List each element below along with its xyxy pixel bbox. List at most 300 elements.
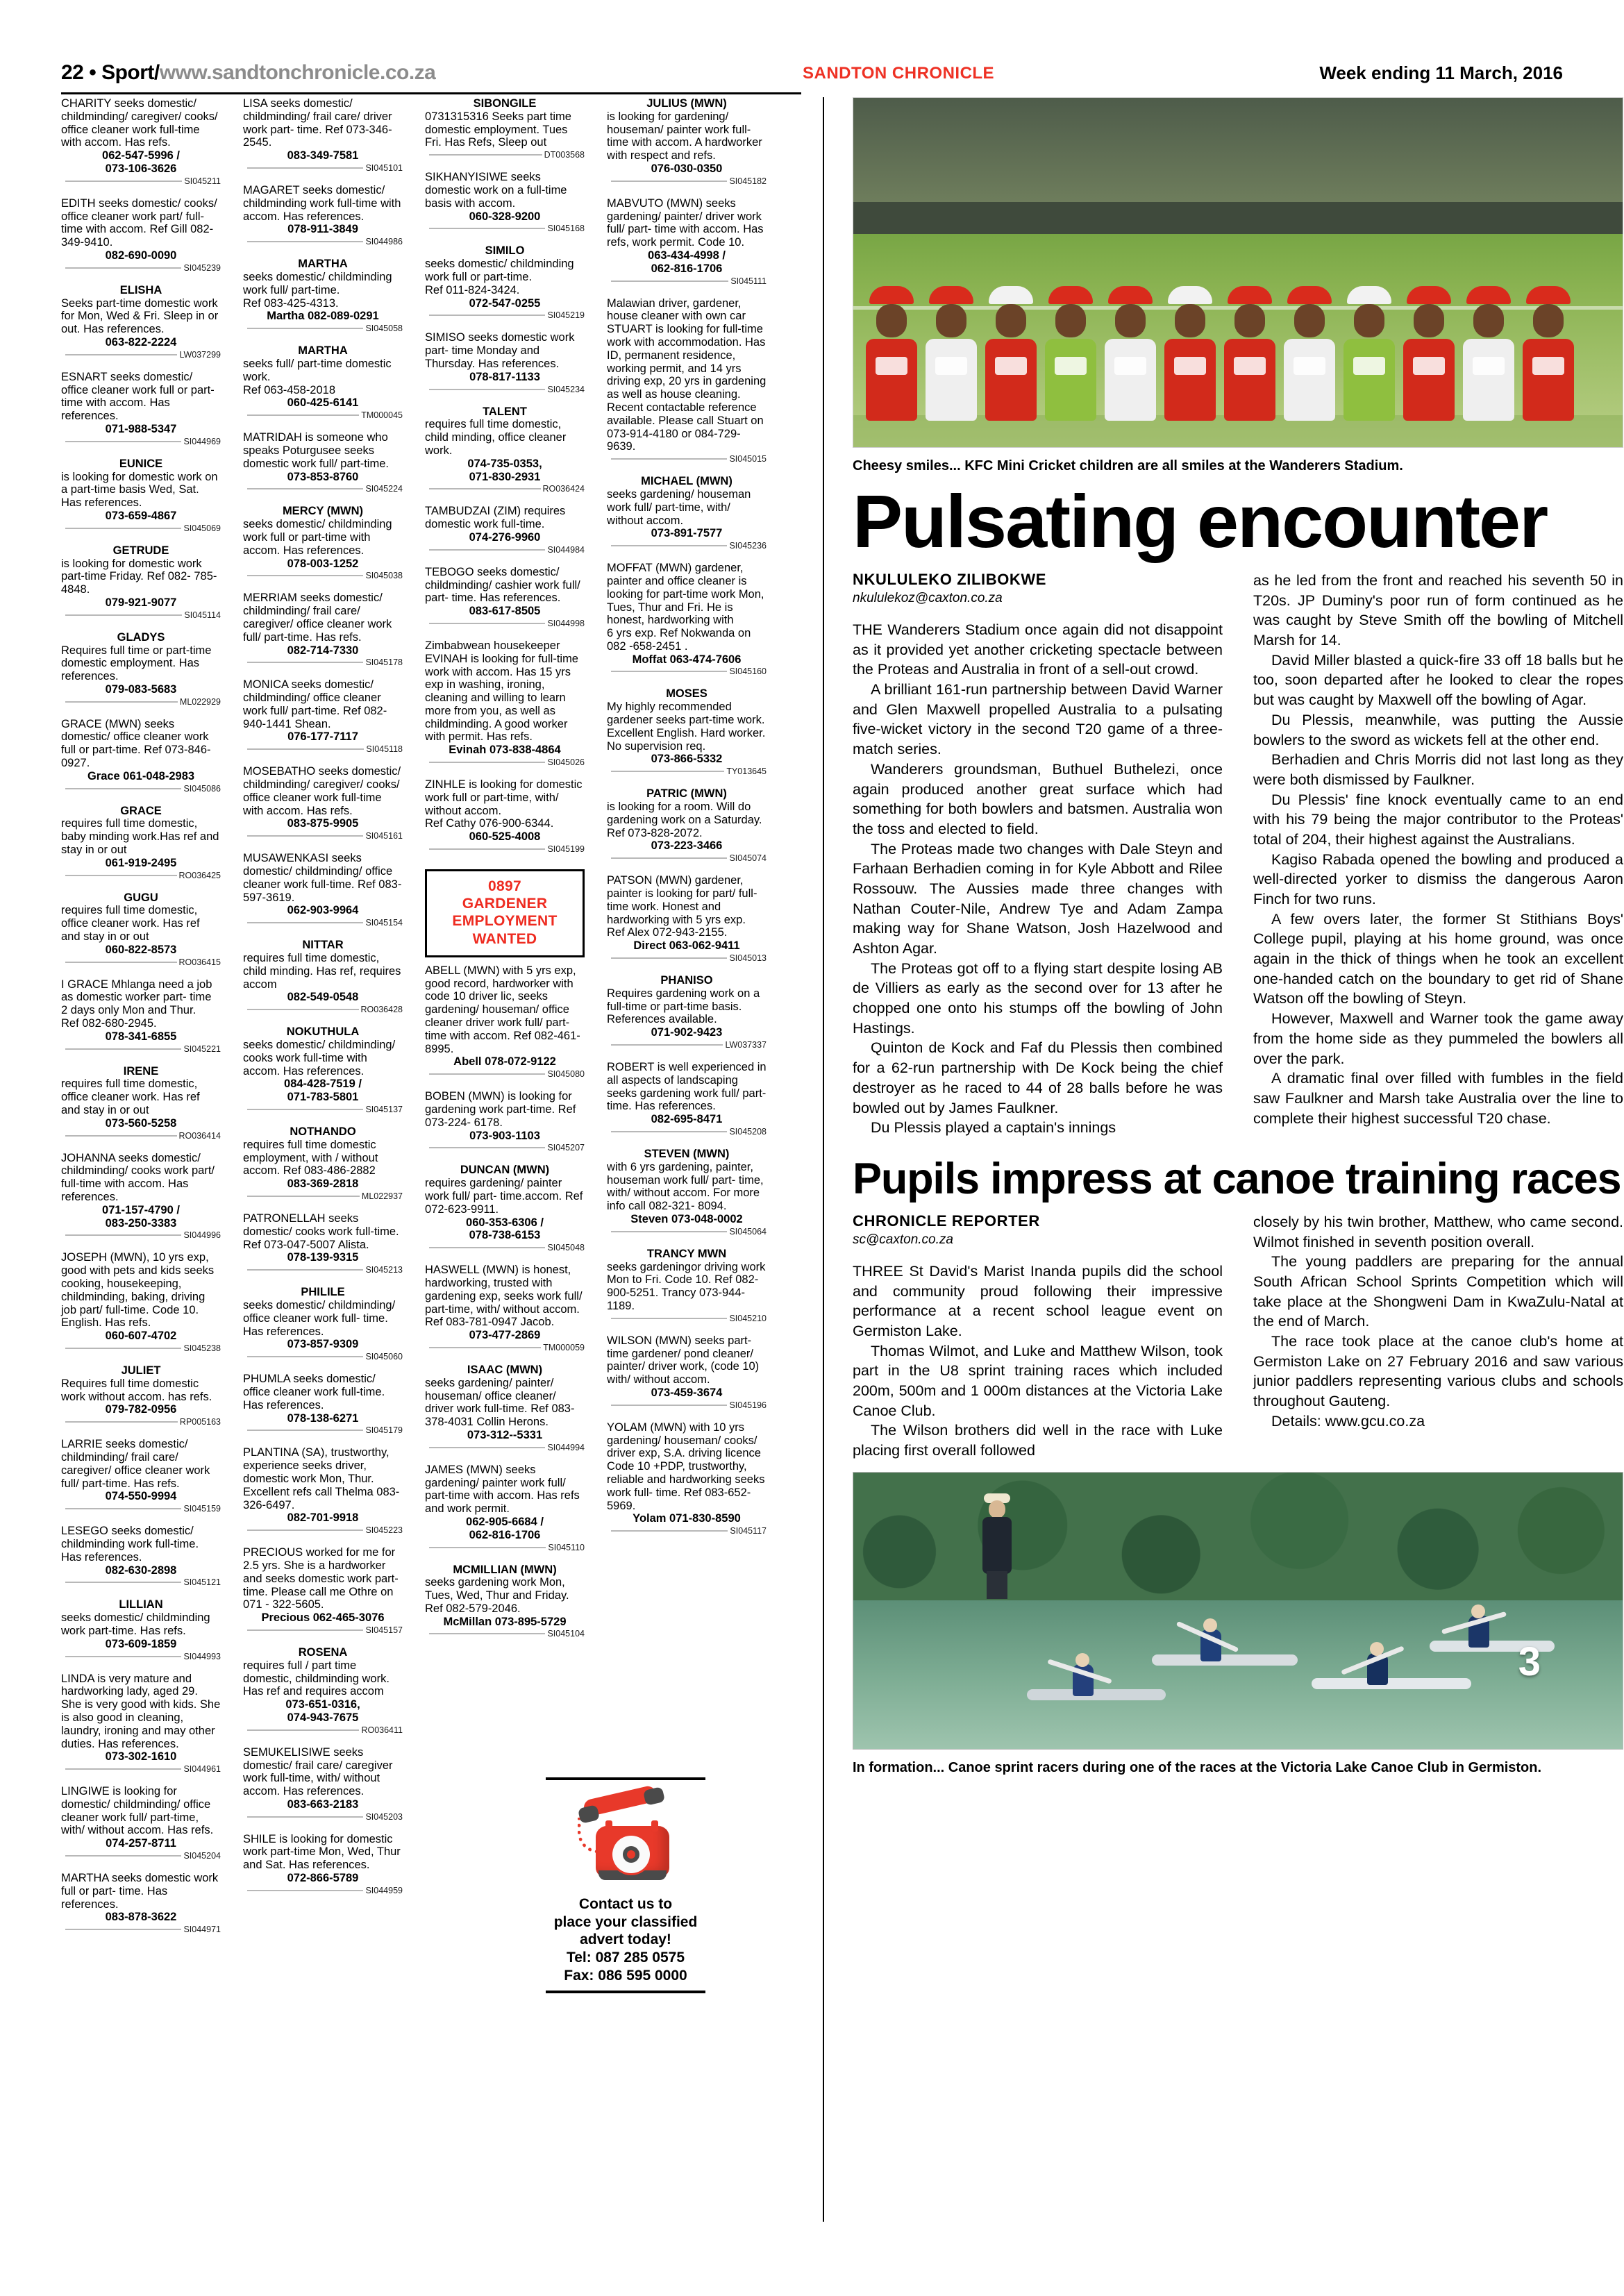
ad-spacer <box>243 1116 403 1125</box>
classified-ad-phone[interactable]: 082-701-9918 <box>287 1511 359 1525</box>
classified-ad-body: PATRONELLAH seeks domestic/ cooks work full-time. Ref 073-047-5007 Alista. <box>243 1212 399 1251</box>
classified-ad <box>425 171 585 244</box>
classified-ad-phone[interactable]: 082-690-0090 <box>105 249 177 262</box>
ad-spacer <box>61 709 221 718</box>
ad-spacer <box>243 669 403 678</box>
classified-ad <box>243 1833 403 1907</box>
classified-ad-phone[interactable]: 073-651-0316, 074-943-7675 <box>285 1698 360 1724</box>
classified-ad-reference: SI044986 <box>363 237 403 246</box>
classified-ad-phone[interactable]: 060-425-6141 <box>287 396 359 410</box>
ad-spacer <box>61 1355 221 1364</box>
classified-ad-phone[interactable]: 073-477-2869 <box>469 1329 541 1342</box>
classified-ad-reference: DT003568 <box>542 150 585 160</box>
classified-ad <box>425 778 585 865</box>
cricket-paragraph: A brilliant 161-run partnership between David Warner and Glen Maxwell propelled Australia to a pulsating five-wicket victory in the second T20 game of a three-match series. <box>853 681 1223 758</box>
classified-ad-reference: SI045179 <box>363 1425 403 1435</box>
classified-ad-rule <box>607 455 767 466</box>
classified-ad-rule <box>61 1852 221 1863</box>
ad-spacer <box>425 557 585 566</box>
classified-ad-phone[interactable]: 078-138-6271 <box>287 1411 359 1425</box>
classified-ad-phone[interactable]: 084-428-7519 / 071-783-5801 <box>284 1078 362 1104</box>
cricket-headline: Pulsating encounter <box>853 479 1548 564</box>
classified-ad-phone[interactable]: 073-302-1610 <box>105 1750 177 1763</box>
classified-ad-phone[interactable]: 074-276-9960 <box>469 530 541 544</box>
classified-ad-rule <box>61 1132 221 1143</box>
classified-ad-rule <box>425 1629 585 1641</box>
classified-contact-advert[interactable] <box>546 1777 705 1993</box>
cricket-byline-email[interactable]: nkululekoz@caxton.co.za <box>853 591 1003 606</box>
classified-ad <box>243 765 403 852</box>
classified-ad-rule <box>243 1526 403 1537</box>
classified-ad-body: 0731315316 Seeks part time domestic employment. Tues Fri. Has Refs, Sleep out <box>425 110 571 149</box>
ad-spacer <box>243 756 403 765</box>
classified-ad-phone[interactable]: 060-607-4702 <box>105 1330 177 1343</box>
cricket-paragraph: The Proteas made two changes with Dale Steyn and Farhaan Berhadien coming in for Kyle Abbott and Rilee Rossouw. The Aussies made three changes with Nathan Couter-Nile, Andrew Tye and Adam Zampa making way for Shane Watson, Josh Hazelwood and Ashton Agar. <box>853 840 1223 957</box>
classified-ad <box>61 1673 221 1786</box>
classified-ad-rule <box>425 845 585 856</box>
classified-ad-phone[interactable]: 060-328-9200 <box>469 210 541 223</box>
ad-spacer <box>425 1155 585 1164</box>
classified-ad-reference: SI045219 <box>545 310 585 320</box>
classified-ad-phone[interactable]: 073-903-1103 <box>469 1129 540 1142</box>
classified-ad-body: PRECIOUS worked for me for 2.5 yrs. She is a hardworker and seeks domestic work part-time. Please call me Othre on 071 - 322-5605. <box>243 1546 399 1611</box>
ad-spacer <box>61 882 221 891</box>
cricket-paragraph: A dramatic final over filled with fumbles in the field saw Faulkner and Marsh take Australia over the line to complete their highest successful T20 chase. <box>1253 1070 1623 1127</box>
classified-ad <box>425 1090 585 1164</box>
classified-ad-body: seeks domestic/ childminding work full/ part-time. Ref 083-425-4313. <box>243 270 392 310</box>
ad-spacer <box>61 1516 221 1525</box>
cricket-paragraph: A few overs later, the former St Stithians Boys' College pupil, playing at his home ground, was once again in the thick of things when he took an excellent one-handed catch on the boundary to get rid of Shane Watson off the bowling of Steyn. <box>1253 910 1623 1007</box>
ad-spacer <box>61 362 221 371</box>
classified-ad-phone[interactable]: 083-875-9905 <box>287 817 359 830</box>
classified-ad-reference: SI045086 <box>181 784 221 794</box>
classified-ad-body: MABVUTO (MWN) seeks gardening/ painter/ driver work full/ part- time with accom. Has refs, work permit. Code 10. <box>607 196 764 249</box>
classified-ad-reference: SI045110 <box>546 1543 585 1552</box>
classified-ad-phone[interactable]: Steven 073-048-0002 <box>630 1212 743 1225</box>
classified-ad-phone[interactable]: 074-257-8711 <box>106 1837 176 1850</box>
classified-ad-rule <box>607 177 767 188</box>
classified-ad-reference: SI045104 <box>545 1629 585 1639</box>
classified-ad-reference: SI045101 <box>363 163 403 173</box>
classified-ad-phone[interactable]: 083-349-7581 <box>287 149 359 162</box>
classified-ad-rule <box>61 611 221 622</box>
gardener-box-line-4: WANTED <box>472 930 537 947</box>
classified-ad-phone[interactable]: 079-782-0956 <box>105 1403 177 1416</box>
classified-ad-body: Zimbabwean housekeeper EVINAH is looking for full-time work with accom. Has 15 yrs exp in washing, ironing, cleaning and willing to learn more from you, as well as childminding. A good worker with permit. Has refs. <box>425 639 578 744</box>
classified-ad-rule <box>607 1128 767 1139</box>
ad-spacer <box>425 162 585 171</box>
classified-ad-name: MARTHA <box>298 258 348 271</box>
classified-ad-reference: SI045137 <box>363 1105 403 1114</box>
classified-ad-rule <box>243 237 403 249</box>
ad-spacer <box>243 1897 403 1907</box>
classified-ad-phone[interactable]: 071-157-4790 / 083-250-3383 <box>102 1203 180 1230</box>
cricket-paragraph: THE Wanderers Stadium once again did not disappoint as it provided yet another cricketing spectacle between the Proteas and Australia in front of a sell-out crowd. <box>853 621 1223 678</box>
classified-ad-reference: LW037337 <box>723 1040 767 1050</box>
classified-ad-reference: SI045074 <box>727 853 767 863</box>
classified-ad-body: is looking for gardening/ houseman/ painter work full- time with accom. A hardworker with respect and refs. <box>607 110 762 162</box>
classified-ad-reference: SI045210 <box>727 1314 767 1323</box>
page-number-and-section: 22 • Sport <box>61 61 154 84</box>
classified-ad-rule <box>425 1543 585 1555</box>
classified-ad-phone[interactable]: 078-817-1133 <box>469 370 540 383</box>
classified-ad <box>243 1373 403 1446</box>
classified-ad <box>607 1421 767 1547</box>
classified-ad-rule <box>243 1813 403 1824</box>
classified-ad-name: GUGU <box>124 891 158 904</box>
classified-ad-reference: SI045026 <box>545 757 585 767</box>
classified-ad <box>61 805 221 891</box>
classified-ad-phone[interactable]: 073-891-7577 <box>651 527 723 540</box>
classified-ad-name: ROSENA <box>298 1645 348 1659</box>
canoe-paragraph: Details: www.gcu.co.za <box>1271 1412 1425 1430</box>
canoe-photo <box>853 1472 1623 1750</box>
classified-ad-rule <box>61 1045 221 1056</box>
classified-ad <box>243 1212 403 1286</box>
classified-ad <box>61 371 221 458</box>
classified-ad-phone[interactable]: 083-878-3622 <box>105 1911 177 1924</box>
classified-ad-reference: SI045159 <box>181 1504 221 1514</box>
classified-ad-name: GETRUDE <box>112 544 169 557</box>
classified-ad-phone[interactable]: 073-857-9309 <box>287 1338 359 1351</box>
cricket-byline: NKULULEKO ZILIBOKWE <box>853 571 1047 589</box>
classified-ad-rule <box>243 1005 403 1016</box>
classified-ad-phone[interactable]: 082-630-2898 <box>105 1564 177 1577</box>
classified-ad-body: BOBEN (MWN) is looking for gardening work part-time. Ref 073-224- 6178. <box>425 1090 576 1129</box>
classified-ad-rule <box>607 1227 767 1239</box>
classified-ad-body: seeks gardeningor driving work Mon to Fri. Code 10. Ref 082-900-5251. Trancy 073-944- 1189. <box>607 1260 766 1312</box>
classified-ad-body: MERRIAM seeks domestic/ childminding/ frail care/ caregiver/ office cleaner work full/ part-time. Has refs. <box>243 592 392 644</box>
ad-spacer <box>425 856 585 865</box>
classified-ad-phone[interactable]: 063-434-4998 / 062-816-1706 <box>648 249 726 275</box>
classified-ad-phone[interactable]: 076-030-0350 <box>651 162 723 175</box>
classified-ad-rule <box>425 758 585 769</box>
classified-ad-name: DUNCAN (MWN) <box>460 1164 550 1177</box>
classified-ad-phone[interactable]: 082-549-0548 <box>287 991 359 1004</box>
classified-ad-reference: SI045058 <box>363 324 403 333</box>
classified-ad-reference: SI045204 <box>181 1851 221 1861</box>
classified-ad-phone[interactable]: 073-853-8760 <box>287 470 359 483</box>
classified-ad-phone[interactable]: 073-609-1859 <box>105 1637 177 1650</box>
classified-ad-reference: SI045223 <box>363 1525 403 1535</box>
ad-spacer <box>243 1637 403 1646</box>
classified-ad-rule <box>61 177 221 188</box>
classified-ad-phone[interactable]: 073-560-5258 <box>105 1116 177 1130</box>
classified-ad <box>243 97 403 184</box>
classified-ad-phone[interactable]: 062-905-6684 / 062-816-1706 <box>466 1515 544 1541</box>
classified-ad-reference: SI045015 <box>727 454 767 464</box>
classified-ad-rule <box>607 1401 767 1412</box>
classified-ad-phone[interactable]: 078-341-6855 <box>105 1030 177 1043</box>
canoe-column-left <box>853 1212 1223 1461</box>
classified-ad-body: Requires full time domestic work without accom. has refs. <box>61 1377 212 1403</box>
classified-ad <box>425 405 585 505</box>
classified-ad-reference: SI045157 <box>363 1625 403 1635</box>
classified-ad <box>243 852 403 939</box>
page-masthead <box>61 61 1563 90</box>
classified-ad <box>61 978 221 1065</box>
classified-ad <box>243 258 403 344</box>
classified-ad-body: SIMISO seeks domestic work part- time Monday and Thursday. Has references. <box>425 331 575 370</box>
classified-ad-body: SHILE is looking for domestic work part-time Mon, Wed, Thur and Sat. Has references. <box>243 1832 401 1872</box>
classified-ad <box>425 639 585 778</box>
classified-ad <box>243 1025 403 1125</box>
classified-ad <box>425 1164 585 1264</box>
ad-spacer <box>243 1277 403 1286</box>
ad-spacer <box>243 930 403 939</box>
advert-telephone: Tel: 087 285 0575 <box>566 1949 685 1966</box>
classified-ad-name: MICHAEL (MWN) <box>641 475 733 488</box>
classified-ad-phone[interactable]: Abell 078-072-9122 <box>453 1055 556 1069</box>
classified-ad <box>61 1785 221 1872</box>
classified-ad-rule <box>243 164 403 175</box>
classified-ad-rule <box>607 854 767 865</box>
classified-ad-phone[interactable]: 082-714-7330 <box>287 644 359 657</box>
classified-ad-reference: RP005163 <box>178 1417 221 1427</box>
canoe-photo-number: 3 <box>1518 1639 1541 1684</box>
classified-ad-reference: RO036411 <box>359 1725 403 1735</box>
ad-spacer <box>607 1239 767 1248</box>
classified-ad-phone[interactable]: 071-902-9423 <box>651 1026 723 1039</box>
cricket-paragraph: Du Plessis played a captain's innings <box>871 1119 1116 1137</box>
classified-ad-phone[interactable]: 079-083-5683 <box>105 682 177 696</box>
classified-ad <box>607 1248 767 1334</box>
classified-ad <box>243 1125 403 1212</box>
classified-ad-reference: SI045111 <box>728 276 767 286</box>
classified-ad <box>61 1364 221 1438</box>
classified-ad-reference: SI045114 <box>182 610 221 620</box>
classified-ad-reference: SI044969 <box>181 437 221 446</box>
classified-ad-phone[interactable]: Grace 061-048-2983 <box>87 769 195 782</box>
classified-ad-rule <box>425 485 585 496</box>
classified-ad-name: MCMILLIAN (MWN) <box>453 1563 557 1576</box>
gardener-employment-box <box>425 869 585 957</box>
classified-ad-body: MAGARET seeks domestic/ childminding work full-time with accom. Has references. <box>243 183 401 223</box>
classified-ad-rule <box>243 411 403 422</box>
classified-ad <box>425 1364 585 1464</box>
classified-ad-rule <box>243 1886 403 1897</box>
classified-ad-body: TAMBUDZAI (ZIM) requires domestic work full-time. <box>425 505 566 531</box>
classified-ad-body: JAMES (MWN) seeks gardening/ painter work full/ part-time with accom. Has refs and work permit. <box>425 1463 580 1516</box>
classified-ad-phone[interactable]: 061-919-2495 <box>105 856 177 869</box>
classified-ad-rule <box>425 311 585 322</box>
classified-ad-phone[interactable]: McMillan 073-895-5729 <box>443 1615 567 1628</box>
ad-spacer <box>243 335 403 344</box>
cricket-paragraph: David Miller blasted a quick-fire 33 off 18 balls but he too, soon departed after he looked to clear the ropes but was caught by Maxwell off the bowling of Agar. <box>1253 651 1623 709</box>
classified-ad-rule <box>607 1527 767 1538</box>
classified-ad-reference: RO036428 <box>359 1005 403 1014</box>
classified-ad-rule <box>243 1352 403 1364</box>
classified-ad-rule <box>61 1505 221 1516</box>
classified-ad-rule <box>243 324 403 335</box>
advert-line-2: place your classified <box>553 1913 698 1930</box>
classified-ad <box>61 197 221 284</box>
classified-ad-phone[interactable]: 073-866-5332 <box>651 753 723 766</box>
classified-ad-phone[interactable]: 078-003-1252 <box>287 557 359 570</box>
classified-ad-reference: TY013645 <box>724 766 767 776</box>
classified-ad-phone[interactable]: 074-735-0353, 071-830-2931 <box>467 457 542 483</box>
classified-ad-body: JOSEPH (MWN), 10 yrs exp, good with pets and kids seeks cooking, housekeeping, childminding, baking, driving job part/ full-time. Code 10. English. Has refs. <box>61 1251 215 1330</box>
ad-spacer <box>425 496 585 505</box>
classified-ad <box>607 297 767 476</box>
classified-ad <box>61 97 221 197</box>
classified-ad-phone[interactable]: 062-903-9964 <box>287 904 359 917</box>
ad-spacer <box>607 1325 767 1334</box>
classified-ad-body: PHUMLA seeks domestic/ office cleaner work full-time. Has references. <box>243 1373 385 1411</box>
classified-ad <box>61 1065 221 1152</box>
cricket-column-left <box>853 571 1223 1138</box>
ad-spacer <box>607 1412 767 1421</box>
ad-spacer <box>61 1056 221 1065</box>
classified-ad-phone[interactable]: 073-659-4867 <box>105 509 177 522</box>
classified-ad-name: NOTHANDO <box>290 1125 356 1139</box>
classified-ad-body: requires full time domestic employment, with / without accom. Ref 083-486-2882 <box>243 1138 378 1178</box>
classified-ad-phone[interactable]: 073-459-3674 <box>651 1386 723 1399</box>
ad-spacer <box>61 1936 221 1945</box>
classified-ad-rule <box>61 1231 221 1242</box>
classified-ad-phone[interactable]: 074-550-9994 <box>105 1490 177 1503</box>
classified-ad-phone[interactable]: Yolam 071-830-8590 <box>633 1512 741 1525</box>
classified-ad-phone[interactable]: 076-177-7117 <box>287 730 358 744</box>
ad-spacer <box>425 1641 585 1650</box>
classified-ad-reference: TM000045 <box>359 410 403 420</box>
classified-ad-phone[interactable]: Evinah 073-838-4864 <box>449 744 561 757</box>
classified-ad-rule <box>243 1726 403 1737</box>
classified-ad-phone[interactable]: 082-695-8471 <box>651 1113 723 1126</box>
advert-fax: Fax: 086 595 0000 <box>564 1968 687 1984</box>
classified-ad-body: seeks domestic/ childminding work full or part-time. Ref 011-824-3424. <box>425 258 574 296</box>
classified-ad-phone[interactable]: 063-822-2224 <box>105 335 177 349</box>
cricket-paragraph: Berhadien and Chris Morris did not last long as they were both dismissed by Faulkner. <box>1253 751 1623 788</box>
ad-spacer <box>243 422 403 431</box>
classified-ad-name: ISAAC (MWN) <box>467 1363 543 1376</box>
classified-ad-rule <box>243 832 403 843</box>
classified-ad-phone[interactable]: 083-369-2818 <box>287 1178 359 1191</box>
classified-ad-body: LISA seeks domestic/ childminding/ frail care/ driver work part- time. Ref 073-346-2545. <box>243 97 392 149</box>
classified-ad-reference: SI044996 <box>181 1230 221 1240</box>
classified-ad-phone[interactable]: 083-663-2183 <box>287 1798 359 1811</box>
classified-ad <box>243 1546 403 1646</box>
ad-spacer <box>425 322 585 331</box>
classified-ad-rule <box>61 698 221 709</box>
classified-ad-reference: SI045060 <box>363 1352 403 1361</box>
classified-ad-rule <box>425 385 585 396</box>
classified-ad-body: LESEGO seeks domestic/ childminding work full-time. Has references. <box>61 1525 199 1564</box>
classified-ad <box>425 244 585 331</box>
classified-ad-phone[interactable]: 078-911-3849 <box>287 223 358 236</box>
classified-ad-reference: SI045154 <box>363 918 403 928</box>
classified-ad <box>61 284 221 371</box>
ad-spacer <box>61 449 221 458</box>
classified-ad-body: MONICA seeks domestic/ childminding/ office cleaner work full/ part-time. Ref 082-940-1441 Shean. <box>243 678 387 730</box>
canoe-story <box>853 1212 1623 1461</box>
classified-column-3 <box>425 97 585 1650</box>
classified-ad-phone[interactable]: 062-547-5996 / 073-106-3626 <box>102 149 180 175</box>
classified-ad-name: NITTAR <box>302 939 344 952</box>
ad-spacer <box>243 1437 403 1446</box>
classified-ad-name: NOKUTHULA <box>286 1025 360 1039</box>
classified-ad-reference: RO036424 <box>541 484 585 494</box>
classified-ad-phone[interactable]: 072-866-5789 <box>287 1872 359 1885</box>
classified-ad-rule <box>425 1443 585 1455</box>
classified-ad <box>607 97 767 197</box>
classified-ad <box>425 505 585 565</box>
canoe-paragraph: The race took place at the canoe club's home at Germiston Lake on 27 February 2016 and saw various junior paddlers representing various clubs and schools throughout Gauteng. <box>1253 1333 1623 1410</box>
classified-ad-body: WILSON (MWN) seeks part-time gardener/ pond cleaner/ painter/ driver work, (code 10) with/ without accom. <box>607 1334 760 1386</box>
classified-ad-phone[interactable]: 072-547-0255 <box>469 296 541 310</box>
classified-ad-phone[interactable]: Martha 082-089-0291 <box>267 310 379 323</box>
classified-ad-reference: SI045118 <box>364 744 403 754</box>
classified-ad-reference: SI045121 <box>181 1577 221 1587</box>
classified-ad-body: LINDA is very mature and hardworking lady, aged 29. She is very good with kids. She is also good in cleaning, laundry, ironing and may other duties. Has references. <box>61 1672 221 1750</box>
classified-ad-reference: LW037299 <box>177 350 221 360</box>
ad-spacer <box>243 249 403 258</box>
classified-ad-rule <box>61 1652 221 1664</box>
classified-ad <box>243 1446 403 1546</box>
classified-ad-rule <box>425 619 585 630</box>
classified-ad-rule <box>425 1343 585 1355</box>
classified-ad-phone[interactable]: 060-822-8573 <box>105 943 177 956</box>
classified-ad-reference: TM000059 <box>541 1343 585 1352</box>
ad-spacer <box>607 778 767 787</box>
classified-ad-body: seeks domestic/ childminding work part-time. Has refs. <box>61 1611 210 1637</box>
canoe-headline: Pupils impress at canoe training races <box>853 1154 1621 1203</box>
classified-ad <box>425 1564 585 1650</box>
classified-ad-body: with 6 yrs gardening, painter, houseman work full/ part- time, with/ without accom. For more info call 082-321- 8094. <box>607 1160 764 1213</box>
classified-ad-phone[interactable]: 078-139-9315 <box>287 1251 359 1264</box>
ad-spacer <box>61 796 221 805</box>
classified-ad-name: MARTHA <box>298 344 348 358</box>
classified-ad <box>607 1148 767 1248</box>
classified-ad-phone[interactable]: 060-525-4008 <box>469 830 541 844</box>
classified-ad-reference: SI045224 <box>363 484 403 494</box>
cricket-paragraph: Quinton de Kock and Faf du Plessis then combined for a 62-run partnership with De Kock being the chief destroyer as he raced to 44 of 28 balls before he was bowled out by James Faulkner. <box>853 1039 1223 1116</box>
classified-ad-phone[interactable]: 060-353-6306 / 078-738-6153 <box>466 1216 544 1242</box>
classified-ad <box>425 964 585 1090</box>
classified-ad-phone[interactable]: Moffat 063-474-7606 <box>632 653 742 666</box>
classified-ad <box>61 544 221 631</box>
classified-ad-rule <box>607 954 767 965</box>
classified-ad-name: GRACE <box>120 804 162 817</box>
classified-ad-phone[interactable]: 071-988-5347 <box>105 422 177 435</box>
masthead-website[interactable]: www.sandtonchronicle.co.za <box>159 61 436 84</box>
classified-ad-body: seeks domestic/ childminding/ office cleaner work full- time. Has references. <box>243 1298 396 1338</box>
ad-spacer <box>425 1081 585 1090</box>
classified-ad-name: MOSES <box>666 687 708 701</box>
spectator-figure <box>978 1493 1016 1598</box>
classified-ad-phone[interactable]: Precious 062-465-3076 <box>261 1611 385 1625</box>
classified-ad-phone[interactable]: 073-223-3466 <box>651 839 723 853</box>
classified-ad-phone[interactable]: 073-312--5331 <box>467 1428 543 1441</box>
classified-ad-phone[interactable]: Direct 063-062-9411 <box>633 939 740 953</box>
classified-ad-reference: SI044993 <box>181 1652 221 1661</box>
cricket-paragraph: Kagiso Rabada opened the bowling and produced a well-directed yorker to dismiss the dangerous Aaron Finch for two runs. <box>1253 850 1623 908</box>
ad-spacer <box>61 969 221 978</box>
classified-ad-phone[interactable]: 083-617-8505 <box>469 605 541 618</box>
classified-ad-phone[interactable]: 079-921-9077 <box>105 596 177 609</box>
classified-ad-rule <box>425 151 585 162</box>
classified-ad-body: LINGIWE is looking for domestic/ childminding/ office cleaner work full/ part-time, with/ without accom. Has refs. <box>61 1785 214 1837</box>
classified-ad-rule <box>243 571 403 583</box>
classified-ad-reference: SI045080 <box>545 1069 585 1079</box>
classified-ad-body: requires full time domestic, office cleaner work. Has ref and stay in or out <box>61 1078 200 1117</box>
classified-ad-name: PATRIC (MWN) <box>646 787 727 801</box>
canoe-byline-email[interactable]: sc@caxton.co.za <box>853 1232 953 1247</box>
classified-ad-body: seeks gardening/ houseman work full/ part-time, with/ without accom. <box>607 487 751 527</box>
ad-spacer <box>61 1589 221 1598</box>
advert-line-1: Contact us to <box>578 1896 673 1912</box>
classified-ad-body: ZINHLE is looking for domestic work full or part-time, with/ without accom. Ref Cathy 076-900-6344. <box>425 778 583 830</box>
